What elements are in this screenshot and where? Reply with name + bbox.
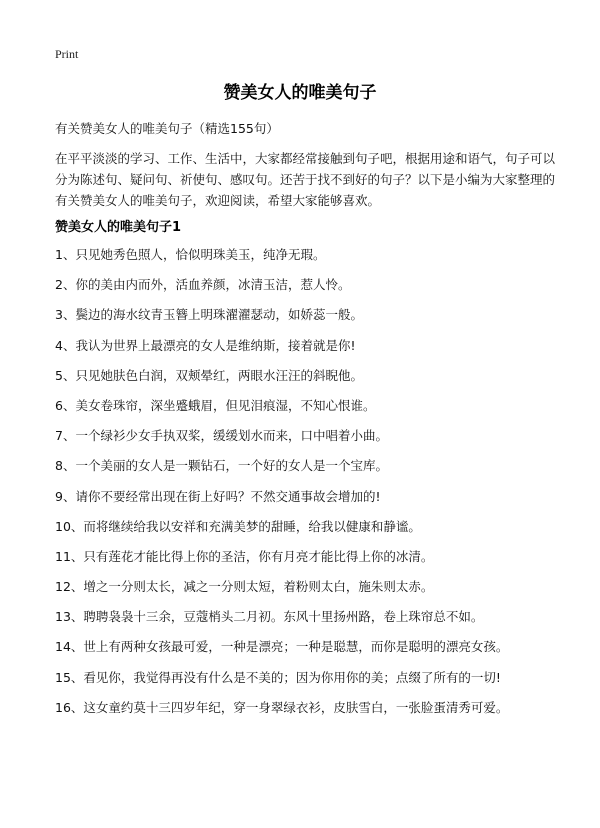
sentence-item: 9、请你不要经常出现在街上好吗？不然交通事故会增加的! [55,488,381,504]
subtitle: 有关赞美女人的唯美句子（精选155句） [55,121,279,136]
section-heading: 赞美女人的唯美句子1 [55,220,182,235]
sentence-item: 10、而将继续给我以安祥和充满美梦的甜睡，给我以健康和静谧。 [55,518,421,534]
sentence-item: 15、看见你，我觉得再没有什么是不美的；因为你用你的美；点缀了所有的一切! [55,669,501,685]
sentence-item: 7、一个绿衫少女手执双桨，缓缓划水而来，口中唱着小曲。 [55,428,388,444]
sentence-item: 13、聘聘袅袅十三余，豆蔻梢头二月初。东风十里扬州路，卷上珠帘总不如。 [55,609,484,625]
sentence-item: 6、美女卷珠帘，深坐蹙蛾眉，但见泪痕湿，不知心恨谁。 [55,397,376,413]
sentence-list [55,245,575,728]
sentence-item: 8、一个美丽的女人是一颗钻石，一个好的女人是一个宝库。 [55,458,388,474]
sentence-item: 14、世上有两种女孩最可爱，一种是漂亮；一种是聪慧，而你是聪明的漂亮女孩。 [55,639,509,655]
page-title: 赞美女人的唯美句子 [223,83,377,103]
sentence-item: 12、增之一分则太长，减之一分则太短，着粉则太白，施朱则太赤。 [55,579,434,595]
sentence-item: 2、你的美由内而外，活血养颜，冰清玉洁，惹人怜。 [55,277,351,293]
sentence-item: 16、这女童约莫十三四岁年纪，穿一身翠绿衣衫，皮肤雪白，一张脸蛋清秀可爱。 [55,699,509,715]
sentence-item: 3、鬓边的海水纹青玉簪上明珠濯濯瑟动，如娇蕊一般。 [55,307,363,323]
sentence-item: 4、我认为世界上最漂亮的女人是维纳斯，接着就是你! [55,337,356,353]
sentence-item: 5、只见她肤色白润，双颊晕红，两眼水汪汪的斜睨他。 [55,367,363,383]
print-link[interactable]: Print [55,47,79,61]
intro-paragraph: 在平平淡淡的学习、工作、生活中，大家都经常接触到句子吧，根据用途和语气，句子可以分为陈述句、疑问句、祈使句、感叹句。还苦于找不到好的句子？以下是小编为大家整理的有关赞美女人的唯美句子，欢迎阅读，希望大家能够喜欢。 [55,151,556,208]
sentence-item: 1、只见她秀色照人，恰似明珠美玉，纯净无瑕。 [55,247,326,262]
sentence-item: 11、只有莲花才能比得上你的圣洁，你有月亮才能比得上你的冰清。 [55,548,434,564]
